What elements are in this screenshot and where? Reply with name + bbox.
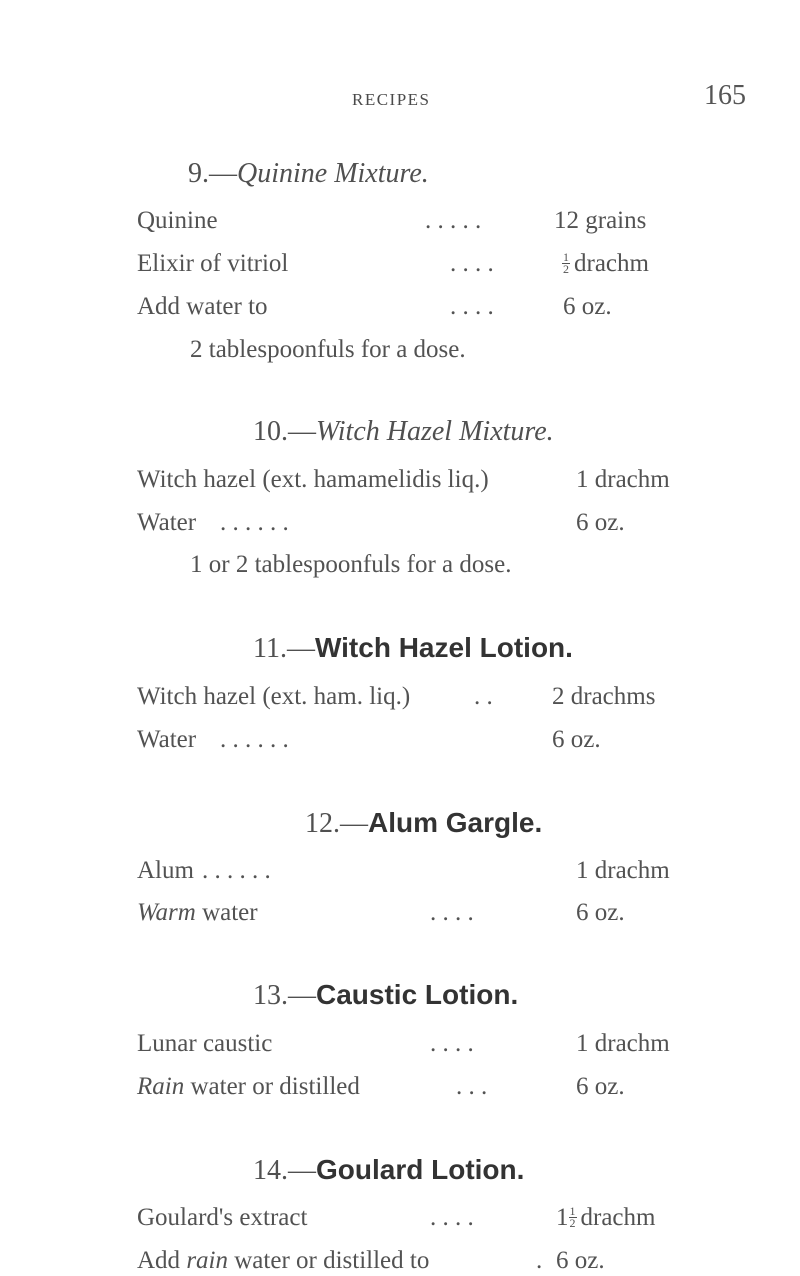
ingredient-name: Quinine [137,207,218,234]
recipe-dash: — [340,808,368,839]
recipe-name: Quinine Mixture. [237,158,429,189]
recipe-dash: — [288,980,316,1011]
ingredient-line [137,857,194,885]
ingredient-amount: 6 oz. [552,726,601,753]
ingredient-amount: 1 drachm [576,1030,670,1057]
recipe-name: Witch Hazel Lotion. [314,632,573,663]
recipe-dash: — [286,633,315,664]
ingredient-name: Goulard's extract [137,1204,308,1231]
ingredient-name: Witch hazel (ext. ham. liq.) [137,683,411,710]
ingredient-line [137,899,258,927]
ingredient-name: Water [137,509,197,536]
ingredient-name: Add water to [137,293,268,320]
ingredient-amount: 1 $\frac{1}{2}$ drachm [556,1203,656,1231]
leader-dots: . . . . [430,1030,474,1057]
ingredient-line [137,509,196,537]
dose-note: 1 or 2 tablespoonfuls for a dose. [190,551,512,578]
recipe-number: 10. [253,416,288,447]
leader-dots: . . . . . [425,207,482,234]
ingredient-prefix: Add [137,1247,187,1274]
ingredient-amount: $\frac{1}{2}$ drachm [563,249,649,277]
recipe-name: Goulard Lotion. [316,1154,525,1185]
ingredient-amount: 6 oz. [556,1247,605,1274]
recipe-name: Alum Gargle. [368,807,543,838]
leader-dots: . . . . . . [202,857,271,884]
ingredient-line [137,726,196,754]
ingredient-amount: 1 drachm [576,466,670,493]
ingredient-name: water or distilled [184,1073,360,1100]
ingredient-emphasis: rain [186,1247,228,1274]
ingredient-line [137,1204,307,1232]
ingredient-line [137,207,218,235]
leader-dots: . . . . . . [220,509,289,536]
ingredient-line [137,1073,360,1101]
ingredient-name: Alum [137,857,194,884]
ingredient-name: Lunar caustic [137,1030,273,1057]
recipe-title-14 [253,1154,524,1187]
ingredient-name: Witch hazel (ext. hamamelidis liq.) [137,466,489,493]
running-head: RECIPES [352,90,431,109]
recipe-number: 12. [305,808,340,839]
recipe-title-10 [253,416,554,448]
ingredient-line [137,683,410,711]
ingredient-amount: 1 drachm [576,857,670,884]
leader-dots: . . . . [450,293,494,320]
ingredient-line [137,293,268,321]
ingredient-name: water or distilled to [228,1247,430,1274]
recipe-title-12 [305,807,542,840]
recipe-title-9 [188,158,429,190]
ingredient-emphasis: Rain [137,1073,185,1100]
leader-dots: . . . . [430,1204,474,1231]
ingredient-line [137,250,288,278]
dose-note: 2 tablespoonfuls for a dose. [190,336,466,363]
recipe-title-11 [253,632,573,665]
ingredient-name: water [195,899,258,926]
ingredient-amount: 6 oz. [576,509,625,536]
fraction: $\frac{1}{2}$ [569,1203,576,1230]
recipe-dash: — [209,158,237,189]
page-number: 165 [704,80,746,111]
recipe-number: 11. [253,633,287,664]
ingredient-emphasis: Warm [137,899,196,926]
leader-dots: . [536,1247,543,1274]
ingredient-name: Elixir of vitriol [137,250,289,277]
ingredient-amount: 6 oz. [576,899,625,926]
fraction: $\frac{1}{2}$ [563,249,569,276]
recipe-title-13 [253,979,518,1012]
leader-dots: . . [474,683,493,710]
recipe-name: Caustic Lotion. [316,979,519,1010]
recipe-dash: — [288,416,316,447]
recipe-number: 13. [253,980,288,1011]
leader-dots: . . . . [430,899,474,926]
leader-dots: . . . . [450,250,494,277]
recipe-number: 14. [253,1155,288,1186]
ingredient-line [137,1247,429,1275]
ingredient-amount: 6 oz. [563,293,612,320]
recipe-number: 9. [188,158,209,189]
recipe-dash: — [288,1155,316,1186]
ingredient-amount: 2 drachms [552,683,656,710]
leader-dots: . . . . . . [220,726,289,753]
ingredient-amount: 12 grains [554,207,647,234]
ingredient-name: Water [137,726,197,753]
ingredient-amount: 6 oz. [576,1073,625,1100]
leader-dots: . . . [456,1073,488,1100]
recipe-name: Witch Hazel Mixture. [316,416,554,447]
ingredient-line [137,1030,272,1058]
ingredient-line [137,466,489,494]
